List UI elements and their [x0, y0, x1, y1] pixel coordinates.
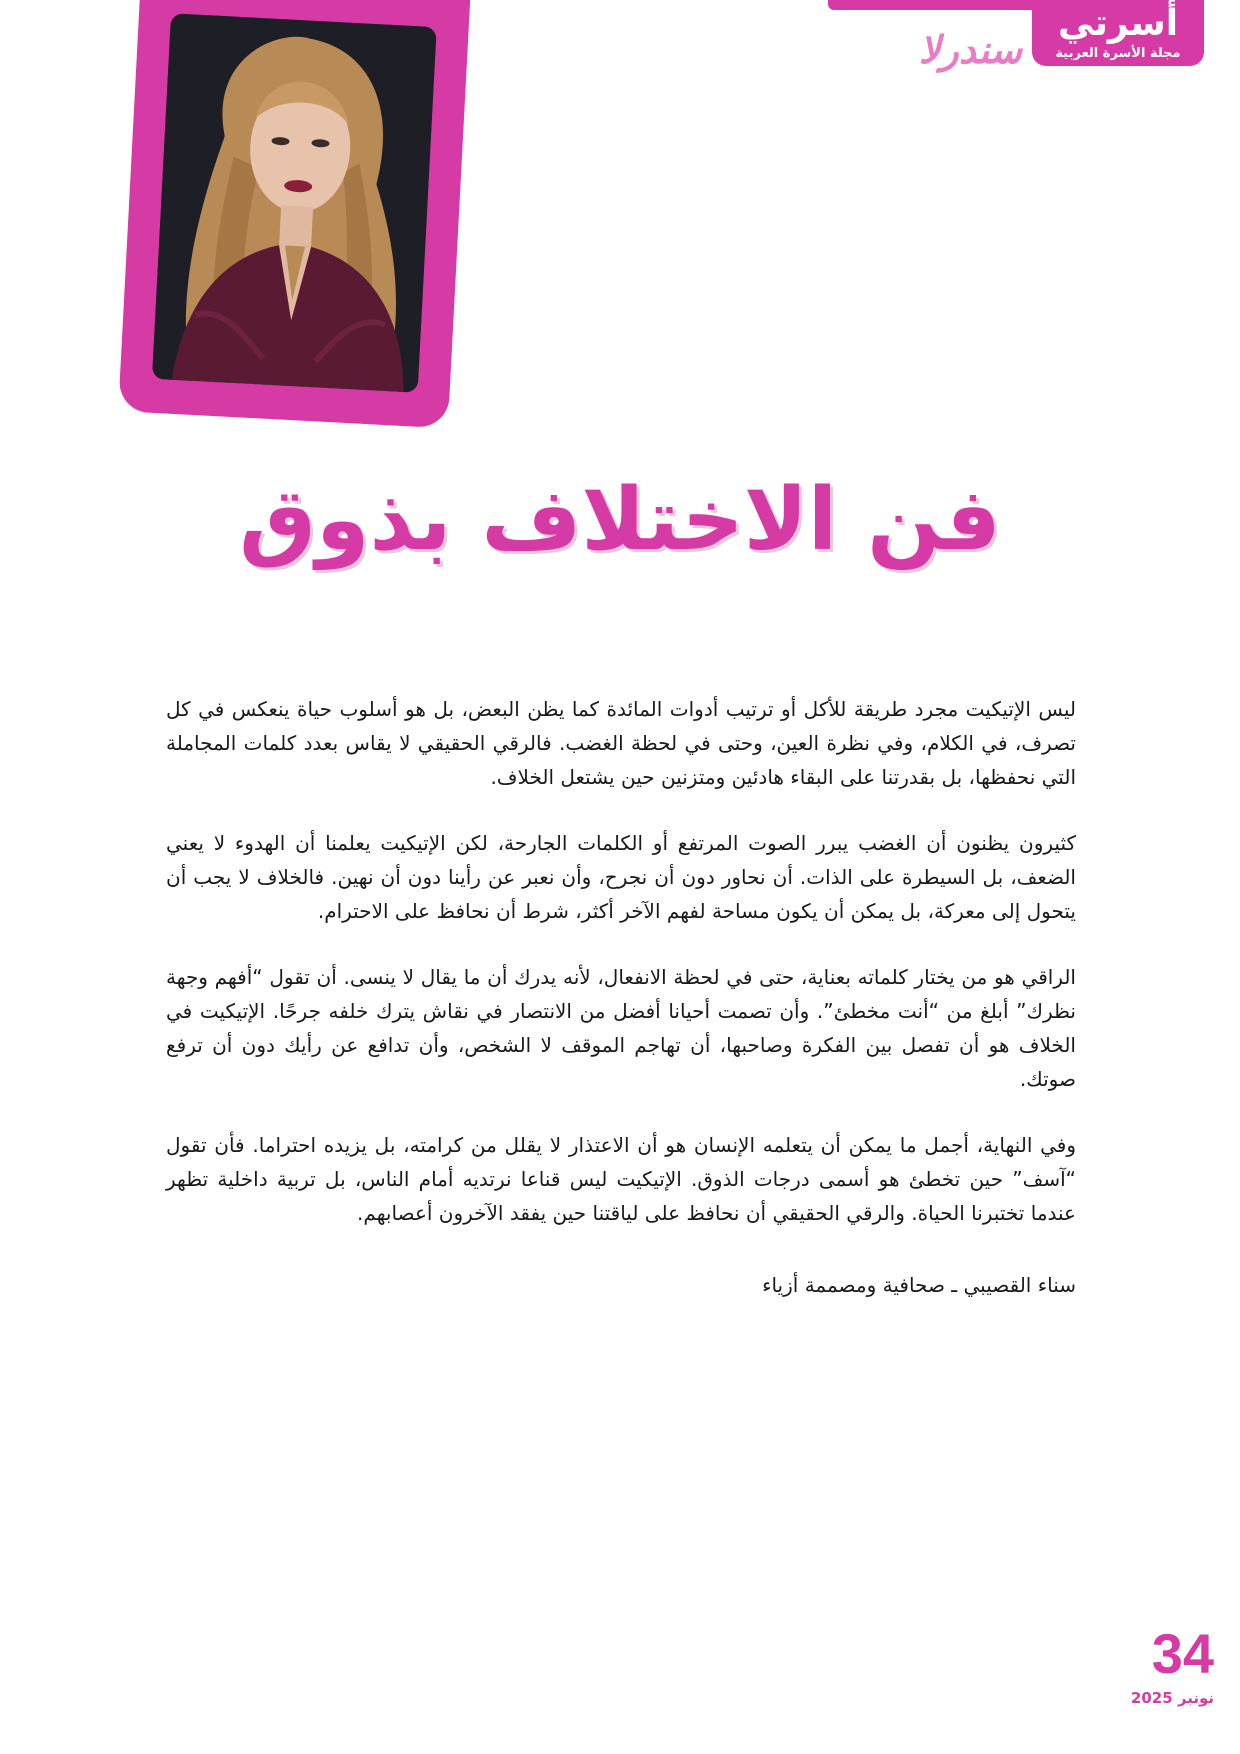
- article-paragraph-1: ليس الإتيكيت مجرد طريقة للأكل أو ترتيب أدوات المائدة كما يظن البعض، بل هو أسلوب حياة ينعكس في كل تصرف، في الكلام، وفي نظرة العين، وحتى في لحظة الغضب. فالرقي الحقيقي لا يقاس بعدد كلمات المجاملة التي نحفظها، بل بقدرتنا على البقاء هادئين ومتزنين حين يشتعل الخلاف.: [166, 697, 1076, 789]
- logo-tagline: مجلة الأسرة العربية: [1055, 46, 1181, 61]
- issue-date: نونبر 2025: [1130, 1689, 1214, 1707]
- page-number: 34: [1151, 1622, 1214, 1685]
- article-body: [166, 692, 1076, 1262]
- photo-frame: [118, 0, 472, 428]
- article-paragraph-2: كثيرون يظنون أن الغضب يبرر الصوت المرتفع أو الكلمات الجارحة، لكن الإتيكيت يعلمنا أن الهدوء لا يعني الضعف، بل السيطرة على الذات. أن نحاور دون أن نجرح، وأن نعبر عن رأينا دون أن نهين. فالخلاف لا يجب أن يتحول إلى معركة، بل يمكن أن يكون مساحة لفهم الآخر أكثر، شرط أن نحافظ على الاحترام.: [166, 831, 1076, 923]
- logo-name: أسرتي: [1057, 3, 1179, 44]
- magazine-logo[interactable]: [1032, 0, 1204, 66]
- portrait-photo: [152, 13, 437, 392]
- author-byline: سناء القصيبي ـ صحافية ومصممة أزياء: [762, 1273, 1076, 1297]
- portrait-photo-icon: [152, 13, 437, 392]
- article-paragraph-3: الراقي هو من يختار كلماته بعناية، حتى في لحظة الانفعال، لأنه يدرك أن ما يقال لا ينسى. أن تقول “أفهم وجهة نظرك” أبلغ من “أنت مخطئ”. وأن تصمت أحيانا أفضل من الانتصار في نقاش يترك خلفه جرحًا. الإتيكيت في الخلاف هو أن تفصل بين الفكرة وصاحبها، أن تهاجم الموقف لا الشخص، وأن تدافع عن رأيك دون أن ترفع صوتك.: [166, 965, 1076, 1091]
- article-title: فن الاختلاف بذوق: [239, 470, 1001, 570]
- article-paragraph-4: وفي النهاية، أجمل ما يمكن أن يتعلمه الإنسان هو أن الاعتذار لا يقلل من كرامته، بل يزيده احتراما. فأن تقول “آسف” حين تخطئ هو أسمى درجات الذوق. الإتيكيت ليس قناعا نرتديه أمام الناس، بل تربية داخلية تظهر عندما تختبرنا الحياة. والرقي الحقيقي أن نحافظ على لياقتنا حين يفقد الآخرون أعصابهم.: [166, 1133, 1076, 1225]
- section-name: سندرلا: [918, 27, 1022, 72]
